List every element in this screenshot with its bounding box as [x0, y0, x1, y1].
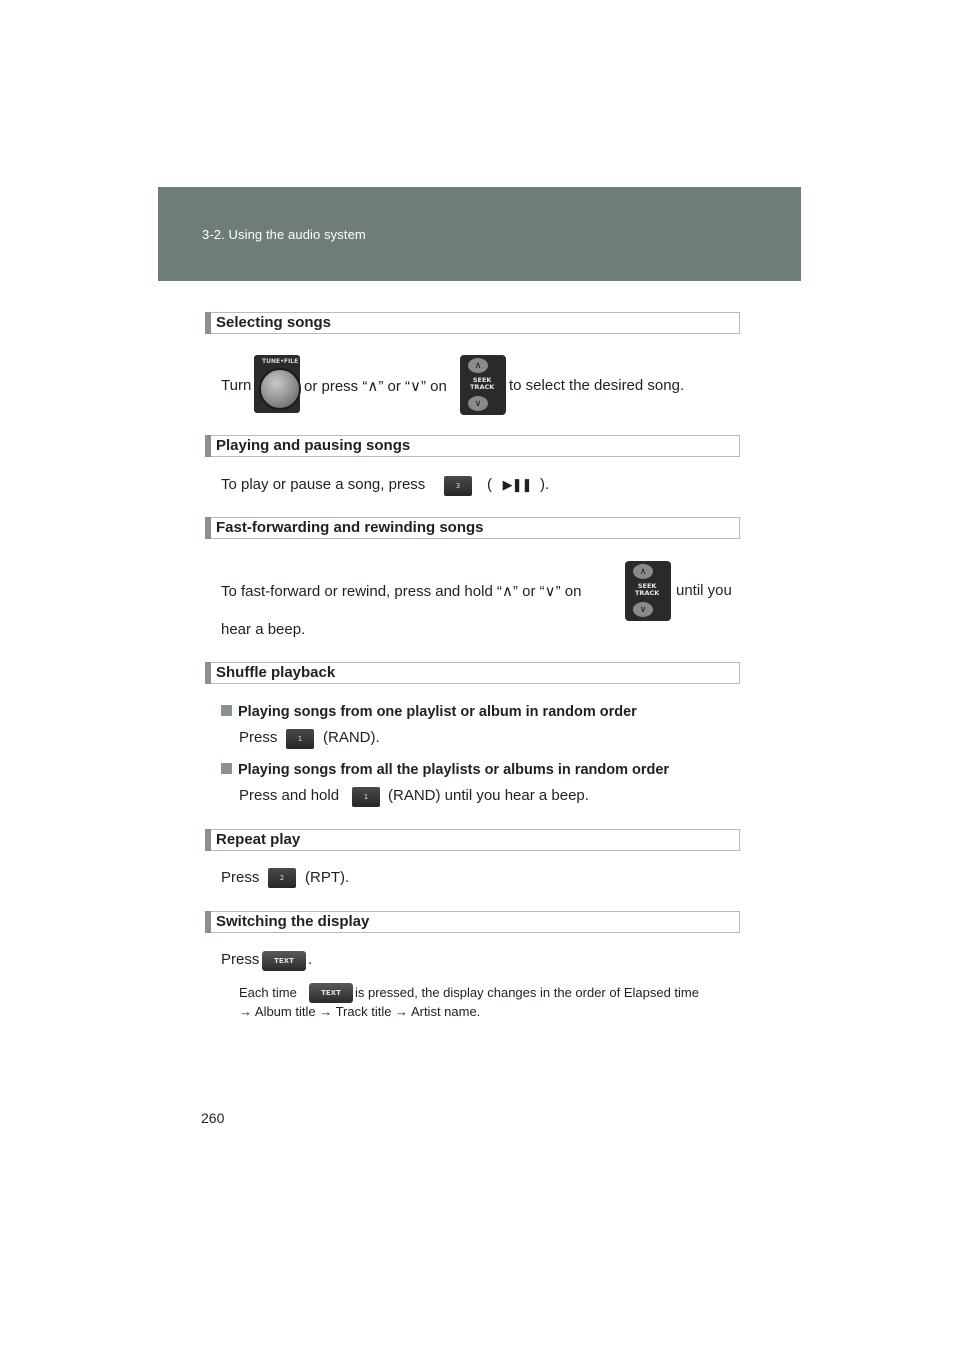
- seek-track-button-icon: [625, 561, 671, 621]
- seek-track-label: SEEK TRACK: [470, 376, 495, 391]
- down-arrow-icon: ∨: [468, 396, 488, 411]
- text-rpt: (RPT).: [305, 869, 350, 886]
- down-arrow-icon: ∨: [633, 602, 653, 617]
- header-band: [158, 187, 801, 281]
- preset-1-button-icon: 1: [352, 787, 380, 807]
- text-press: Press: [221, 869, 260, 886]
- bullet-one-playlist: Playing songs from one playlist or album in random order: [221, 704, 637, 720]
- tune-file-label: TUNE•FILE: [262, 358, 299, 365]
- up-arrow-icon: ∧: [468, 358, 488, 373]
- section-heading-selecting-songs: [205, 312, 740, 334]
- tune-file-knob-icon: [254, 355, 300, 413]
- preset-3-button-icon: 3: [444, 476, 472, 496]
- seek-track-label: SEEK TRACK: [635, 582, 660, 597]
- section-heading-display: [205, 911, 740, 933]
- note-order: → Album title → Track title → Artist name.: [239, 1004, 481, 1019]
- text-open-paren: (: [487, 476, 492, 493]
- bullet-square-icon: [221, 763, 232, 774]
- text-period: .: [308, 951, 313, 968]
- up-arrow-icon: ∧: [633, 564, 653, 579]
- section-title: Selecting songs: [216, 314, 332, 331]
- text-press-and-hold: Press and hold: [239, 787, 340, 804]
- page-number: 260: [201, 1110, 225, 1126]
- text-to-select: to select the desired song.: [509, 377, 685, 394]
- seek-track-button-icon: [460, 355, 506, 415]
- text-button-icon: TEXT: [309, 983, 353, 1003]
- section-bar: [205, 312, 211, 334]
- section-title: Repeat play: [216, 831, 301, 848]
- text-press: Press: [221, 951, 260, 968]
- text-until-you: until you: [676, 582, 732, 599]
- section-title: Switching the display: [216, 913, 370, 930]
- section-bar: [205, 435, 211, 457]
- preset-2-button-icon: 2: [268, 868, 296, 888]
- section-bar: [205, 662, 211, 684]
- bullet-square-icon: [221, 705, 232, 716]
- text-turn: Turn: [221, 377, 252, 394]
- note-each-time: Each time: [239, 985, 297, 1000]
- section-bar: [205, 829, 211, 851]
- text-button-icon: TEXT: [262, 951, 306, 971]
- knob-disc: [259, 368, 301, 410]
- section-heading-repeat: [205, 829, 740, 851]
- section-bar: [205, 911, 211, 933]
- section-bar: [205, 517, 211, 539]
- text-fast-forward: To fast-forward or rewind, press and hold “∧” or “∨” on: [221, 583, 582, 600]
- bullet-all-playlists: Playing songs from all the playlists or albums in random order: [221, 762, 669, 778]
- text-press: Press: [239, 729, 278, 746]
- play-pause-icon: ▶❚❚: [502, 477, 532, 492]
- section-title: Fast-forwarding and rewinding songs: [216, 519, 484, 536]
- section-title: Playing and pausing songs: [216, 437, 411, 454]
- text-or-press: or press “∧” or “∨” on: [304, 378, 447, 395]
- section-heading-shuffle: [205, 662, 740, 684]
- text-rand-hold: (RAND) until you hear a beep.: [388, 787, 589, 804]
- text-close-paren: ).: [540, 476, 550, 493]
- text-hear-beep: hear a beep.: [221, 621, 306, 638]
- section-title: Shuffle playback: [216, 664, 336, 681]
- note-is-pressed: is pressed, the display changes in the order of Elapsed time: [355, 985, 699, 1000]
- section-heading-playing: [205, 435, 740, 457]
- breadcrumb: 3-2. Using the audio system: [202, 227, 366, 242]
- text-rand: (RAND).: [323, 729, 380, 746]
- preset-1-button-icon: 1: [286, 729, 314, 749]
- section-heading-fast-forward: [205, 517, 740, 539]
- text-play-pause: To play or pause a song, press: [221, 476, 426, 493]
